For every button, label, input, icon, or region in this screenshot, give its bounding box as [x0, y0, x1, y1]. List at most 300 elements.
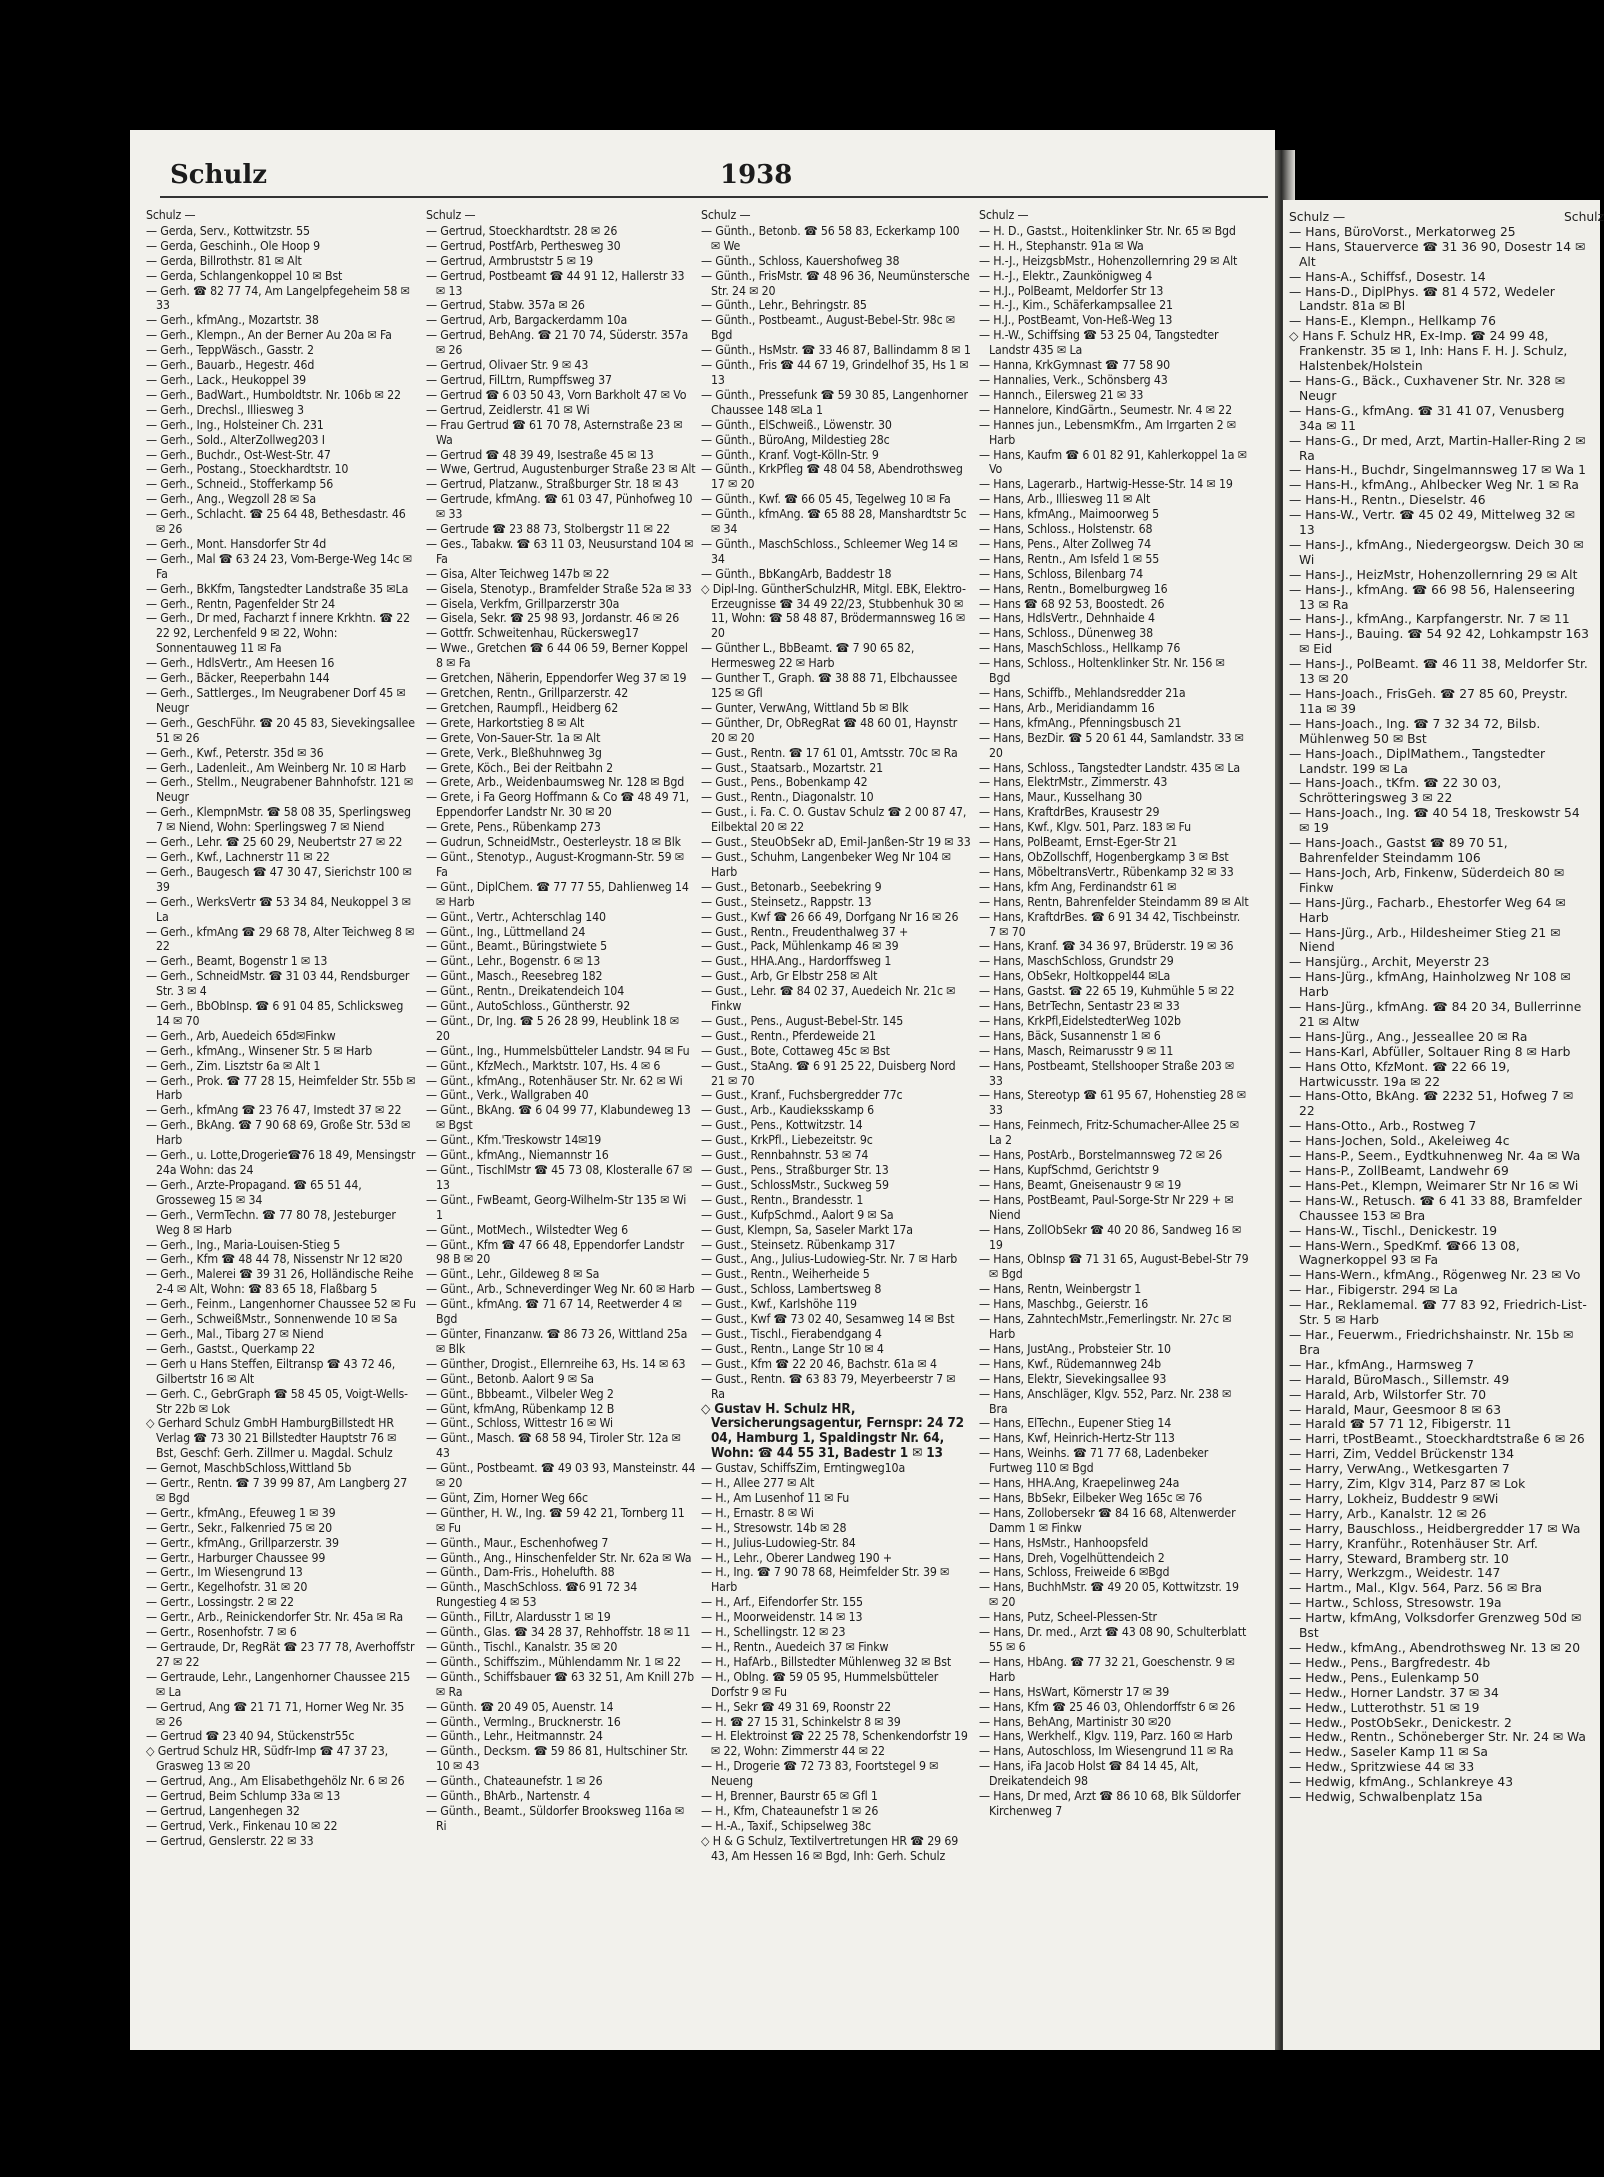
directory-entry: — Gust., Rennbahnstr. 53 ✉ 74	[701, 1148, 869, 1163]
directory-entry: — Hans, ZahntechMstr.,Femerlingstr. Nr. 27c ✉ Harb	[979, 1312, 1232, 1341]
directory-entry: — Hans ☎ 68 92 53, Boostedt. 26	[979, 596, 1165, 611]
directory-entry: — Hans-Wern., kfmAng., Rögenweg Nr. 23 ✉ Vo	[1289, 1268, 1581, 1283]
directory-entry: — H. H., Stephanstr. 91a ✉ Wa	[979, 238, 1144, 253]
directory-entry: — Hans, kfm Ang, Ferdinandstr 61 ✉	[979, 879, 1177, 894]
directory-entry: — Günt., Ing., Lüttmelland 24	[426, 924, 586, 939]
directory-entry: — Hans, ElTechn., Eupener Stieg 14	[979, 1416, 1172, 1431]
directory-entry: — Günth., FilLtr, Alardusstr 1 ✉ 19	[426, 1610, 611, 1625]
directory-entry: — H., Arf., Eifendorfer Str. 155	[701, 1595, 863, 1610]
column-header: Schulz —	[146, 208, 196, 222]
directory-entry: — Günt., BkAng. ☎ 6 04 99 77, Klabundeweg 13 ✉ Bgst	[426, 1103, 691, 1133]
directory-entry: — Hans-W., Retusch. ☎ 6 41 33 88, Bramfelder Chaussee 153 ✉ Bra	[1289, 1193, 1582, 1223]
directory-entry: — Günt., Schloss, Wittestr 16 ✉ Wi	[426, 1416, 613, 1431]
facing-column-header-right: Schulz	[1564, 210, 1604, 224]
directory-entry: — Hans-Otto., Arb., Rostweg 7	[1289, 1119, 1477, 1134]
directory-entry: — Gertrud, Olivaer Str. 9 ✉ 43	[426, 358, 589, 373]
directory-entry: — Gerh., Arb, Auedeich 65d✉Finkw	[146, 1028, 336, 1043]
directory-entry: — Hansjürg., Archit, Meyerstr 23	[1289, 955, 1490, 970]
directory-entry: — Gerh., SchneidMstr. ☎ 31 03 44, Rendsburger Str. 3 ✉ 4	[146, 969, 410, 999]
directory-entry: — Gust., Arb., Kaudieksskamp 6	[701, 1103, 874, 1118]
directory-entry: — Gerh., Kwf., Peterstr. 35d ✉ 36	[146, 745, 324, 760]
directory-entry: — Hans, Rentn., Bomelburgweg 16	[979, 581, 1168, 596]
directory-entry: — Hans, HHA.Ang, Kraepelinweg 24a	[979, 1476, 1180, 1491]
directory-entry: — Günth., KrkPfleg ☎ 48 04 58, Abendrothsweg 17 ✉ 20	[701, 462, 963, 492]
directory-entry: — Harri, Zim, Veddel Brückenstr 134	[1289, 1447, 1515, 1462]
directory-entry: — Günth., Kwf. ☎ 66 05 45, Tegelweg 10 ✉ Fa	[701, 492, 951, 507]
directory-entry: — Hans, Zollobersekr ☎ 84 16 68, Altenwerder Damm 1 ✉ Finkw	[979, 1505, 1236, 1535]
directory-entry: — Hans, iFa Jacob Holst ☎ 84 14 45, Alt, Dreikatendeich 98	[979, 1759, 1199, 1789]
directory-entry: — Gust., StaAng. ☎ 6 91 25 22, Duisberg Nord 21 ✉ 70	[701, 1058, 956, 1088]
directory-entry: — H.-J., Kim., Schäferkampsallee 21	[979, 298, 1173, 313]
directory-entry: — Grete, Arb., Weidenbaumsweg Nr. 128 ✉ Bgd	[426, 775, 685, 790]
directory-entry: — Gust., Betonarb., Seebekring 9	[701, 879, 882, 894]
directory-entry: — Hans, BüroVorst., Merkatorweg 25	[1289, 224, 1516, 239]
directory-entry: — H., Am Lusenhof 11 ✉ Fu	[701, 1490, 850, 1505]
directory-entry: — Hans-J., PolBeamt. ☎ 46 11 38, Meldorfer Str. 13 ✉ 20	[1289, 657, 1588, 687]
directory-entry: — Günt., Dr, Ing. ☎ 5 26 28 99, Heublink 18 ✉ 20	[426, 1013, 679, 1043]
directory-entry: — Hans, Rentn., Am Isfeld 1 ✉ 55	[979, 551, 1160, 566]
directory-entry: — Hans, MaschSchloss., Hellkamp 76	[979, 641, 1181, 656]
directory-entry: — Hans, kfmAng., Pfenningsbusch 21	[979, 715, 1182, 730]
directory-entry: — Gust., Rentn., Brandesstr. 1	[701, 1192, 864, 1207]
directory-entry: — Harry, Zim, Klgv 314, Parz 87 ✉ Lok	[1289, 1477, 1526, 1492]
column-header: Schulz —	[979, 208, 1029, 222]
directory-entry: — Günther, Dr, ObRegRat ☎ 48 60 01, Haynstr 20 ✉ 20	[701, 715, 958, 745]
directory-entry: — Günth., Postbeamt., August-Bebel-Str. 98c ✉ Bgd	[701, 313, 955, 343]
directory-entry: — Günth., BhArb., Nartenstr. 4	[426, 1789, 591, 1804]
directory-entry: — Günt., AutoSchloss., Güntherstr. 92	[426, 999, 631, 1014]
directory-entry: — Hans, HsWart, Körnerstr 17 ✉ 39	[979, 1684, 1170, 1699]
directory-entry: — Gertrud, Zeidlerstr. 41 ✉ Wi	[426, 402, 590, 417]
directory-entry: — Harald, Arb, Wilstorfer Str. 70	[1289, 1387, 1487, 1402]
directory-entry: — Hans, ObZollschff, Hogenbergkamp 3 ✉ Bst	[979, 849, 1229, 864]
directory-entry: — Gerda, Billrothstr. 81 ✉ Alt	[146, 253, 302, 268]
directory-entry: — Günth., BüroAng, Mildestieg 28c	[701, 432, 890, 447]
directory-entry: — Gerh., Lehr. ☎ 25 60 29, Neubertstr 27 ✉ 22	[146, 835, 403, 850]
directory-entry: — Gerh., BadWart., Humboldtstr. Nr. 106b ✉ 22	[146, 387, 401, 402]
directory-entry: — Gertrude, kfmAng. ☎ 61 03 47, Pünhofweg 10 ✉ 33	[426, 492, 693, 522]
directory-entry: — Gerh. ☎ 82 77 74, Am Langelpfegeheim 58 ✉ 33	[146, 283, 410, 313]
directory-entry: — Gerh., kfmAng., Mozartstr. 38	[146, 313, 319, 328]
directory-entry: — Gunther T., Graph. ☎ 38 88 71, Elbchaussee 125 ✉ Gfl	[701, 671, 958, 700]
directory-column-4	[979, 208, 1249, 2038]
directory-entry: — Gertrude ☎ 23 88 73, Stolbergstr 11 ✉ 22	[426, 522, 671, 537]
directory-entry: — Hannelore, KindGärtn., Seumestr. Nr. 4 ✉ 22	[979, 402, 1232, 417]
directory-entry: — Gerh., kfmAng ☎ 29 68 78, Alter Teichweg 8 ✉ 22	[146, 924, 415, 954]
directory-entry: — Hans, Stereotyp ☎ 61 95 67, Hohenstieg 28 ✉ 33	[979, 1088, 1247, 1118]
directory-entry: — Gust., Kwf ☎ 73 02 40, Sesamweg 14 ✉ Bst	[701, 1312, 955, 1327]
directory-entry: — Hans, Werkhelf., Klgv. 119, Parz. 160 ✉ Harb	[979, 1729, 1233, 1744]
directory-entry: — Hans, Dreh, Vogelhüttendeich 2	[979, 1550, 1165, 1565]
directory-entry: — Gerh., Dr med, Facharzt f innere Krkhtn. ☎ 22 22 92, Lerchenfeld 9 ✉ 22, Wohn: Sonnentauweg 11 ✉ Fa	[146, 611, 410, 656]
directory-entry: — Hans, Beamt, Gneisenaustr 9 ✉ 19	[979, 1177, 1182, 1192]
directory-entry: — Har., kfmAng., Harmsweg 7	[1289, 1357, 1474, 1372]
directory-entry: — Günt., Bbbeamt., Vilbeler Weg 2	[426, 1386, 614, 1401]
directory-entry: — H., Schellingstr. 12 ✉ 23	[701, 1625, 846, 1640]
directory-entry: — Gust., Kwf ☎ 26 66 49, Dorfgang Nr 16 ✉ 26	[701, 909, 959, 924]
directory-entry: — Gust., Rentn., Weiherheide 5	[701, 1267, 870, 1282]
directory-entry: — Gisela, Sekr. ☎ 25 98 93, Jordanstr. 46 ✉ 26	[426, 611, 680, 626]
directory-entry: — Grete, Pens., Rübenkamp 273	[426, 820, 601, 835]
directory-entry: — Hans-W., Vertr. ☎ 45 02 49, Mittelweg 32 ✉ 13	[1289, 508, 1575, 538]
directory-entry: — Gertrud, Langenhegen 32	[146, 1803, 300, 1818]
directory-entry: — Hans, PostBeamt, Paul-Sorge-Str Nr 229 + ✉ Niend	[979, 1192, 1234, 1222]
directory-entry: — Wwe, Gertrud, Augustenburger Straße 23 ✉ Alt	[426, 462, 696, 477]
directory-entry: — Harry, VerwAng., Wetkesgarten 7	[1289, 1462, 1510, 1477]
directory-entry: — Gust., Pens., August-Bebel-Str. 145	[701, 1013, 904, 1028]
directory-entry: — Günt., Stenotyp., August-Krogmann-Str. 59 ✉ Fa	[426, 849, 684, 879]
directory-entry: — Gisela, Stenotyp., Bramfelder Straße 52a ✉ 33	[426, 581, 692, 596]
directory-entry: — Hans-J., kfmAng., Niedergeorgsw. Deich 30 ✉ Wi	[1289, 537, 1584, 567]
directory-entry: — Günt., Lehr., Bogenstr. 6 ✉ 13	[426, 954, 601, 969]
directory-entry: — Gernot, MaschbSchloss,Wittland 5b	[146, 1461, 352, 1476]
directory-entry: — Hans-Wern., SpedKmf. ☎66 13 08, Wagnerkoppel 93 ✉ Fa	[1289, 1238, 1520, 1268]
directory-entry: — Gust., Rentn., Pferdeweide 21	[701, 1028, 876, 1043]
header-rule	[160, 196, 1268, 198]
directory-entry: — Gerh., kfmAng ☎ 23 76 47, Imstedt 37 ✉ 22	[146, 1103, 402, 1118]
directory-entry: — Hedw., Spritzwiese 44 ✉ 33	[1289, 1760, 1475, 1775]
directory-entry: — Hans, PolBeamt, Ernst-Eger-Str 21	[979, 835, 1178, 850]
directory-entry: — H.-A., Taxif., Schipselweg 38c	[701, 1818, 872, 1833]
directory-entry: — Gust., Pens., Kottwitzstr. 14	[701, 1118, 863, 1133]
directory-column-2	[426, 208, 696, 2038]
directory-entry: — Hans-Jürg., kfmAng. ☎ 84 20 34, Bullerrinne 21 ✉ Altw	[1289, 1000, 1582, 1029]
directory-entry: — Hans-Karl, Abfüller, Soltauer Ring 8 ✉ Harb	[1289, 1044, 1571, 1059]
directory-entry: — Günth., Kranf. Vogt-Kölln-Str. 9	[701, 447, 879, 462]
directory-entry: — Gerh., Bäcker, Reeperbahn 144	[146, 671, 330, 686]
directory-entry: — Gust., Rentn. ☎ 17 61 01, Amtsstr. 70c ✉ Ra	[701, 745, 958, 760]
directory-entry: — Gerh u Hans Steffen, Eiltransp ☎ 43 72 46, Gilbertstr 16 ✉ Alt	[146, 1356, 396, 1386]
directory-entry: — Gertrud, FilLtrn, Rumpffsweg 37	[426, 372, 612, 387]
directory-entry: — Hans, kfmAng., Maimoorweg 5	[979, 507, 1160, 522]
directory-entry: — Harald, BüroMasch., Sillemstr. 49	[1289, 1372, 1510, 1387]
directory-entry: — H., Kfm, Chateaunefstr 1 ✉ 26	[701, 1803, 879, 1818]
directory-entry: — Gust., Pens., Straßburger Str. 13	[701, 1163, 889, 1177]
directory-entry: — Hans-Otto, BkAng. ☎ 2232 51, Hofweg 7 ✉ 22	[1289, 1089, 1574, 1119]
directory-entry: — Gerh., Gastst., Querkamp 22	[146, 1341, 316, 1356]
directory-entry: — Hedwig, kfmAng., Schlankreye 43	[1289, 1775, 1514, 1790]
directory-entry: — Gertrud, Stoeckhardtstr. 28 ✉ 26	[426, 223, 618, 238]
directory-entry: — Gust., Bote, Cottaweg 45c ✉ Bst	[701, 1043, 890, 1058]
directory-entry: — Gerh., VermTechn. ☎ 77 80 78, Jesteburger Weg 8 ✉ Harb	[146, 1207, 396, 1237]
directory-entry: — H. ☎ 27 15 31, Schinkelstr 8 ✉ 39	[701, 1714, 901, 1729]
facing-entries	[1289, 225, 1589, 1805]
directory-entry: — Hans-W., Tischl., Denickestr. 19	[1289, 1223, 1498, 1238]
directory-entry: — Hedw., PostObSekr., Denickestr. 2	[1289, 1715, 1512, 1730]
directory-entry: — Hans, BezDir. ☎ 5 20 61 44, Samlandstr. 33 ✉ 20	[979, 730, 1244, 760]
directory-entry: — Gerh., GeschFühr. ☎ 20 45 83, Sievekingsallee 51 ✉ 26	[146, 715, 415, 745]
directory-entry: — Gertr., Harburger Chaussee 99	[146, 1550, 326, 1565]
directory-entry: — Gust., Ang., Julius-Ludowieg-Str. Nr. 7 ✉ Harb	[701, 1252, 958, 1267]
directory-entry: — Gertrud, Verk., Finkenau 10 ✉ 22	[146, 1818, 338, 1833]
directory-entry: — Gerh., TeppWäsch., Gasstr. 2	[146, 343, 314, 358]
directory-entry: — Gertr., Sekr., Falkenried 75 ✉ 20	[146, 1520, 333, 1535]
directory-entry: — Harry, Steward, Bramberg str. 10	[1289, 1551, 1509, 1566]
directory-entry: — Günt, kfmAng, Rübenkamp 12 B	[426, 1401, 615, 1416]
directory-entry: — Grete, Verk., Bleßhuhnweg 3g	[426, 745, 602, 760]
directory-entry: — Gertr., kfmAng., Efeuweg 1 ✉ 39	[146, 1505, 336, 1520]
directory-entry: — Harry, Lokheiz, Buddestr 9 ✉Wi	[1289, 1491, 1499, 1506]
directory-entry: — Günth., Ang., Hinschenfelder Str. Nr. 62a ✉ Wa	[426, 1550, 692, 1565]
directory-entry: — Gust., Rentn., Diagonalstr. 10	[701, 790, 874, 805]
facing-column-header: Schulz —	[1289, 210, 1346, 224]
directory-entry: — Hans, Kfm ☎ 25 46 03, Ohlendorffstr 6 ✉ 26	[979, 1699, 1236, 1714]
directory-entry: — Günth., Betonb. ☎ 56 58 83, Eckerkamp 100 ✉ We	[701, 223, 960, 253]
directory-entry: — Gust., i. Fa. C. O. Gustav Schulz ☎ 2 00 87 47, Eilbektal 20 ✉ 22	[701, 805, 967, 835]
directory-entry: — Hans, Kwf., Rüdemannweg 24b	[979, 1356, 1162, 1371]
directory-entry: — Harry, Kranführ., Rotenhäuser Str. Arf.	[1289, 1536, 1538, 1551]
directory-entry: — Günt., Masch. ☎ 68 58 94, Tiroler Str. 12a ✉ 43	[426, 1431, 681, 1461]
directory-entry: — Hannalies, Verk., Schönsberg 43	[979, 372, 1168, 387]
directory-entry: — Günt., kfmAng. ☎ 71 67 14, Reetwerder 4 ✉ Bgd	[426, 1297, 682, 1327]
directory-entry: — Gerh., KlempnMstr. ☎ 58 08 35, Sperlingsweg 7 ✉ Niend, Wohn: Sperlingsweg 7 ✉ Niend	[146, 805, 411, 835]
directory-entry: — Hans, Anschläger, Klgv. 552, Parz. Nr. 238 ✉ Bra	[979, 1386, 1232, 1416]
directory-entry: — Hans-Jürg., Facharb., Ehestorfer Weg 64 ✉ Harb	[1289, 895, 1566, 925]
directory-entry: — Günth., ElSchweiß., Löwenstr. 30	[701, 417, 892, 432]
directory-entry: — Hans-J., kfmAng. ☎ 66 98 56, Halenseering 13 ✉ Ra	[1289, 582, 1575, 612]
directory-entry: — Hans-D., DiplPhys. ☎ 81 4 572, Wedeler Landstr. 81a ✉ Bl	[1289, 284, 1555, 314]
directory-entry: — Hannes jun., LebensmKfm., Am Irrgarten 2 ✉ Harb	[979, 417, 1237, 447]
directory-entry: — Gertraude, Lehr., Langenhorner Chaussee 215 ✉ La	[146, 1669, 411, 1699]
directory-entry: — H., Ing. ☎ 7 90 78 68, Heimfelder Str. 39 ✉ Harb	[701, 1565, 950, 1595]
directory-entry: — Gretchen, Rentn., Grillparzerstr. 42	[426, 686, 629, 700]
directory-entry: — Günther, H. W., Ing. ☎ 59 42 21, Tornberg 11 ✉ Fu	[426, 1505, 685, 1535]
directory-entry: — H. Elektroinst ☎ 22 25 78, Schenkendorfstr 19 ✉ 22, Wohn: Zimmerstr 44 ✉ 22	[701, 1729, 968, 1759]
directory-entry: — Gerh., Ang., Wegzoll 28 ✉ Sa	[146, 492, 316, 507]
directory-entry: — Gertr., Lossingstr. 2 ✉ 22	[146, 1595, 294, 1610]
directory-entry: — Günt., TischlMstr ☎ 45 73 08, Klosteralle 67 ✉ 13	[426, 1163, 693, 1192]
directory-entry: — Hans, Schloss., Tangstedter Landstr. 435 ✉ La	[979, 760, 1240, 775]
directory-entry: — Hedwig, Schwalbenplatz 15a	[1289, 1790, 1483, 1805]
directory-entry: — Günt., Verk., Wallgraben 40	[426, 1088, 589, 1103]
directory-entry: — Hedw., Pens., Eulenkamp 50	[1289, 1670, 1480, 1685]
directory-entry: — Gertrud, PostfArb, Perthesweg 30	[426, 238, 621, 253]
directory-entry: — Hans, ObSekr, Holtkoppel44 ✉La	[979, 969, 1171, 984]
directory-entry: — Günth., MaschSchloss., Schleemer Weg 14 ✉ 34	[701, 536, 958, 566]
directory-entry: — Günth., Tischl., Kanalstr. 35 ✉ 20	[426, 1640, 618, 1654]
directory-entry: — Gust., KrkPfl., Liebezeitstr. 9c	[701, 1133, 873, 1148]
directory-entry: — Gisa, Alter Teichweg 147b ✉ 22	[426, 566, 610, 581]
directory-entry: — Gertr., Rosenhofstr. 7 ✉ 6	[146, 1625, 297, 1640]
directory-entry: — Grete, Köch., Bei der Reitbahn 2	[426, 760, 613, 775]
directory-entry: — Günth., Lehr., Heitmannstr. 24	[426, 1729, 603, 1744]
directory-entry: ◇ Gustav H. Schulz HR, Versicherungsagentur, Fernspr: 24 72 04, Hamburg 1, Spaldingstr Nr. 64, Wohn: ☎ 44 55 31, Badestr 1 ✉ 13	[701, 1400, 964, 1462]
directory-entry: — Hans-H., kfmAng., Ahlbecker Weg Nr. 1 ✉ Ra	[1289, 478, 1579, 493]
directory-entry: — Gust., Lehr. ☎ 84 02 37, Auedeich Nr. 21c ✉ Finkw	[701, 984, 956, 1014]
directory-page-left	[130, 130, 1275, 2050]
directory-entry: — Gust., Rentn., Freudenthalweg 37 +	[701, 924, 909, 939]
directory-entry: — Gertrud, Ang ☎ 21 71 71, Horner Weg Nr. 35 ✉ 26	[146, 1699, 405, 1729]
directory-entry: — Gerh., Baugesch ☎ 47 30 47, Sierichstr 100 ✉ 39	[146, 864, 412, 894]
directory-entry: — H.-J., HeizgsbMstr., Hohenzollernring 29 ✉ Alt	[979, 253, 1238, 268]
directory-entry: — Hans, Elektr, Sievekingsallee 93	[979, 1371, 1167, 1386]
directory-entry: — Günt., Betonb. Aalort 9 ✉ Sa	[426, 1371, 594, 1386]
directory-entry: — Gerh., Sattlerges., Im Neugrabener Dorf 45 ✉ Neugr	[146, 686, 406, 715]
directory-entry: — Günt., Arb., Schneverdinger Weg Nr. 60 ✉ Harb	[426, 1282, 695, 1297]
directory-entry: — Gerh., kfmAng., Winsener Str. 5 ✉ Harb	[146, 1043, 373, 1058]
directory-entry: — Hans, Kwf., Klgv. 501, Parz. 183 ✉ Fu	[979, 820, 1191, 835]
directory-entry: — Hans-Joch, Arb, Finkenw, Süderdeich 80 ✉Finkw	[1289, 865, 1565, 895]
directory-entry: — Harry, Werkzgm., Weidestr. 147	[1289, 1566, 1501, 1581]
directory-entry: — Hans-G., Bäck., Cuxhavener Str. Nr. 328 ✉ Neugr	[1289, 373, 1566, 403]
directory-entry: — H., Sekr ☎ 49 31 69, Roonstr 22	[701, 1699, 892, 1714]
directory-entry: — Hans, Kwf, Heinrich-Hertz-Str 113	[979, 1431, 1175, 1446]
directory-entry: — Hans-Jochen, Sold., Akeleiweg 4c	[1289, 1134, 1510, 1149]
directory-entry: — Hans, Gastst. ☎ 22 65 19, Kuhmühle 5 ✉ 22	[979, 984, 1235, 999]
directory-entry: — Gerh., WerksVertr ☎ 53 34 84, Neukoppel 3 ✉ La	[146, 894, 411, 924]
directory-entry: — Gust., Steinsetz. Rübenkamp 317	[701, 1237, 896, 1252]
directory-entry: — Hans, MaschSchloss, Grundstr 29	[979, 954, 1174, 969]
directory-entry: — Gerh., BbObInsp. ☎ 6 91 04 85, Schlicksweg 14 ✉ 70	[146, 999, 404, 1028]
directory-entry: — Wwe., Gretchen ☎ 6 44 06 59, Berner Koppel 8 ✉ Fa	[426, 641, 688, 671]
directory-entry: — Hans, Schloss., Dünenweg 38	[979, 626, 1153, 641]
directory-entry: — Hans, Feinmech, Fritz-Schumacher-Allee 25 ✉ La 2	[979, 1118, 1240, 1148]
directory-entry: — Hans, Masch, Reimarusstr 9 ✉ 11	[979, 1043, 1174, 1058]
directory-entry: — Gust., Rentn., Lange Str 10 ✉ 4	[701, 1341, 884, 1356]
directory-entry: — Gerh., HdlsVertr., Am Heesen 16	[146, 656, 335, 671]
directory-entry: — Günth., Schiffszim., Mühlendamm Nr. 1 ✉ 22	[426, 1654, 681, 1669]
directory-entry: — Gerh., Schlacht. ☎ 25 64 48, Bethesdastr. 46 ✉ 26	[146, 507, 406, 537]
directory-entry: — Günth., BbKangArb, Baddestr 18	[701, 566, 892, 581]
directory-entry: — Hanna, KrkGymnast ☎ 77 58 90	[979, 358, 1171, 373]
directory-entry: — Günt., kfmAng., Niemannstr 16	[426, 1148, 609, 1163]
column-header: Schulz —	[701, 208, 751, 222]
directory-entry: — Hans-Jürg., Ang., Jesseallee 20 ✉ Ra	[1289, 1029, 1528, 1044]
directory-entry: — Hartm., Mal., Klgv. 564, Parz. 56 ✉ Bra	[1289, 1581, 1543, 1596]
directory-entry: — Günt., Kfm ☎ 47 66 48, Eppendorfer Landstr 98 B ✉ 20	[426, 1237, 685, 1267]
directory-entry: — H.J., PolBeamt, Meldorfer Str 13	[979, 283, 1164, 298]
directory-entry: — Gertrud, Postbeamt ☎ 44 91 12, Hallerstr 33 ✉ 13	[426, 268, 685, 298]
directory-entry: — Gust., SteuObSekr aD, Emil-Janßen-Str 19 ✉ 33	[701, 835, 971, 850]
directory-entry: — Günt., Kfm.'Treskowstr 14✉19	[426, 1133, 602, 1148]
directory-entry: — H., Ernastr. 8 ✉ Wi	[701, 1505, 814, 1520]
directory-entry: — Gust., Kranf., Fuchsbergredder 77c	[701, 1088, 903, 1103]
directory-entry: — Günther L., BbBeamt. ☎ 7 90 65 82, Hermesweg 22 ✉ Harb	[701, 641, 915, 671]
directory-entry: — Hans, Pens., Alter Zollweg 74	[979, 536, 1151, 551]
directory-entry: — Gust., Rentn. ☎ 63 83 79, Meyerbeerstr 7 ✉ Ra	[701, 1371, 956, 1401]
directory-entry: — Gerh., Ing., Holsteiner Ch. 231	[146, 417, 324, 432]
directory-entry: — Günth., Chateaunefstr. 1 ✉ 26	[426, 1774, 603, 1789]
directory-entry: — Har., Reklamemal. ☎ 77 83 92, Friedrich-List-Str. 5 ✉ Harb	[1289, 1298, 1587, 1328]
directory-entry: — H.-W., Schiffsing ☎ 53 25 04, Tangstedter Landstr 435 ✉ La	[979, 328, 1219, 358]
directory-entry: — Günth., Dam-Fris., Hohelufth. 88	[426, 1565, 615, 1580]
directory-entry: — Gerh., Beamt, Bogenstr 1 ✉ 13	[146, 954, 328, 969]
directory-entry: — Gust, Klempn, Sa, Saseler Markt 17a	[701, 1222, 913, 1237]
directory-entry: — Gerh., Ing., Maria-Louisen-Stieg 5	[146, 1237, 341, 1252]
directory-entry: — Hans, KupfSchmd, Gerichtstr 9	[979, 1163, 1159, 1177]
directory-column-3	[701, 208, 971, 2038]
directory-entry: — Grete, Harkortstieg 8 ✉ Alt	[426, 715, 585, 730]
directory-entry: ◇ Hans F. Schulz HR, Ex-Imp. ☎ 24 99 48, Frankenstr. 35 ✉ 1, Inh: Hans F. H. J. Schulz, Halstenbek/Holstein	[1289, 329, 1568, 374]
directory-entry: — Hartw., Schloss, Stresowstr. 19a	[1289, 1596, 1502, 1611]
directory-entry: — Günth., Glas. ☎ 34 28 37, Rehhoffstr. 18 ✉ 11	[426, 1625, 691, 1640]
directory-entry: — H., Julius-Ludowieg-Str. 84	[701, 1535, 856, 1550]
directory-entry: — Hans, Maschbg., Geierstr. 16	[979, 1297, 1149, 1312]
column-header: Schulz —	[426, 208, 476, 222]
directory-entry: — Gudrun, SchneidMstr., Oesterleystr. 18 ✉ Blk	[426, 835, 681, 850]
directory-entry: — Hans, Kaufm ☎ 6 01 82 91, Kahlerkoppel 1a ✉ Vo	[979, 447, 1247, 477]
directory-entry: — Günth., Schloss, Kauershofweg 38	[701, 253, 900, 268]
directory-entry: — Hans-G., kfmAng. ☎ 31 41 07, Venusberg 34a ✉ 11	[1289, 403, 1565, 433]
directory-entry: — Hans-A., Schiffsf., Dosestr. 14	[1289, 269, 1486, 284]
directory-entry: — Gertrud, Stabw. 357a ✉ 26	[426, 298, 585, 313]
directory-entry: — Hans, Lagerarb., Hartwig-Hesse-Str. 14 ✉ 19	[979, 477, 1233, 492]
directory-entry: — Gertrud, Genslerstr. 22 ✉ 33	[146, 1833, 314, 1848]
directory-entry: — Gerh., Sold., AlterZollweg203 I	[146, 432, 325, 447]
directory-entry: — Gerh., Kwf., Lachnerstr 11 ✉ 22	[146, 849, 330, 864]
directory-entry: — Hans, HbAng. ☎ 77 32 21, Goeschenstr. 9 ✉ Harb	[979, 1654, 1235, 1684]
directory-entry: — Hans-P., ZollBeamt, Landwehr 69	[1289, 1164, 1509, 1178]
directory-entry: — Gust., HHA.Ang., Hardorffsweg 1	[701, 954, 892, 969]
directory-entry: ◇ Gerhard Schulz GmbH HamburgBillstedt HR Verlag ☎ 73 30 21 Billstedter Hauptstr 76 ✉ Bst, Geschf: Gerh. Zillmer u. Magdal. Schulz	[146, 1416, 397, 1461]
directory-entry: — Gretchen, Näherin, Eppendorfer Weg 37 ✉ 19	[426, 671, 687, 686]
directory-entry: — Hans, MöbeltransVertr., Rübenkamp 32 ✉ 33	[979, 864, 1234, 879]
directory-entry: — Hans, ZollObSekr ☎ 40 20 86, Sandweg 16 ✉ 19	[979, 1222, 1242, 1252]
directory-entry: — Gerh., Schneid., Stofferkamp 56	[146, 477, 334, 492]
directory-entry: — Gertraude, Dr, RegRät ☎ 23 77 78, Averhoffstr 27 ✉ 22	[146, 1640, 415, 1669]
directory-entry: — Hedw., Rentn., Schöneberger Str. Nr. 24 ✉ Wa	[1289, 1730, 1586, 1745]
directory-entry: — Hans, Weinhs. ☎ 71 77 68, Ladenbeker Furtweg 110 ✉ Bgd	[979, 1446, 1209, 1476]
directory-entry: — Hans-Joach., Ing. ☎ 7 32 34 72, Bilsb. Mühlenweg 50 ✉ Bst	[1289, 716, 1541, 746]
directory-entry: — Hannch., Eilersweg 21 ✉ 33	[979, 387, 1144, 402]
directory-entry: — Günth. ☎ 20 49 05, Auenstr. 14	[426, 1699, 614, 1714]
directory-entry: — Hans-Joach., Gastst ☎ 89 70 51, Bahrenfelder Steindamm 106	[1289, 836, 1508, 865]
directory-entry: — Hans, Schloss, Freiweide 6 ✉Bgd	[979, 1565, 1170, 1580]
directory-entry: — Gerda, Geschinh., Ole Hoop 9	[146, 238, 321, 253]
directory-entry: — Gustav, SchiffsZim, Erntingweg10a	[701, 1461, 906, 1476]
directory-entry: — Hans, KraftdrBes. ☎ 6 91 34 42, Tischbeinstr. 7 ✉ 70	[979, 909, 1241, 939]
directory-entry: — H., Oblng. ☎ 59 05 95, Hummelsbütteler Dorfstr 9 ✉ Fu	[701, 1669, 939, 1699]
directory-entry: — Gust., Kwf., Karlshöhe 119	[701, 1297, 857, 1312]
directory-entry: — Hans, Arb., Meridiandamm 16	[979, 700, 1155, 715]
directory-entry: — Hans, Rentn, Weinbergstr 1	[979, 1282, 1142, 1297]
directory-entry: — Gust., Kfm ☎ 22 20 46, Bachstr. 61a ✉ 4	[701, 1356, 937, 1371]
directory-entry: — Hedw., Saseler Kamp 11 ✉ Sa	[1289, 1745, 1488, 1760]
directory-entry: — Gerh. C., GebrGraph ☎ 58 45 05, Voigt-Wells-Str 22b ✉ Lok	[146, 1386, 408, 1416]
directory-entry: — Grete, i Fa Georg Hoffmann & Co ☎ 48 49 71, Eppendorfer Landstr Nr. 30 ✉ 20	[426, 790, 689, 820]
directory-entry: — H.-J., Elektr., Zaunkönigweg 4	[979, 268, 1153, 283]
running-head-year: 1938	[720, 160, 793, 190]
directory-entry: — Harald, Maur, Geesmoor 8 ✉ 63	[1289, 1402, 1502, 1417]
directory-entry: — Hans, Autoschloss, Im Wiesengrund 11 ✉ Ra	[979, 1744, 1234, 1759]
directory-entry: — Gretchen, Raumpfl., Heidberg 62	[426, 700, 619, 715]
directory-entry: — Gerh., BkAng. ☎ 7 90 68 69, Große Str. 53d ✉ Harb	[146, 1118, 411, 1148]
directory-entry: — Hans, Schloss, Bilenbarg 74	[979, 566, 1143, 581]
directory-entry: — Gust., Pack, Mühlenkamp 46 ✉ 39	[701, 939, 899, 954]
directory-entry: — Hans-Pet., Klempn, Weimarer Str Nr 16 ✉ Wi	[1289, 1178, 1579, 1193]
directory-entry: — Gertr., kfmAng., Grillparzerstr. 39	[146, 1535, 339, 1550]
directory-entry: — Gertrud ☎ 48 39 49, Isestraße 45 ✉ 13	[426, 447, 654, 462]
directory-entry: — Günther, Drogist., Ellernreihe 63, Hs. 14 ✉ 63	[426, 1356, 686, 1371]
directory-entry: — Gerh., u. Lotte,Drogerie☎76 18 49, Mensingstr 24a Wohn: das 24	[146, 1148, 416, 1177]
directory-entry: — Hartw, kfmAng, Volksdorfer Grenzweg 50d ✉ Bst	[1289, 1611, 1582, 1641]
directory-entry: — Günt., kfmAng., Rotenhäuser Str. Nr. 62 ✉ Wi	[426, 1073, 683, 1088]
directory-entry: — Hans, Schloss., Holstenstr. 68	[979, 522, 1153, 537]
directory-entry: — Gust., Steinsetz., Rappstr. 13	[701, 894, 872, 909]
directory-entry: — Gerh., Drechsl., Illiesweg 3	[146, 402, 304, 417]
directory-entry: — Günth., HsMstr. ☎ 33 46 87, Ballindamm 8 ✉ 1	[701, 343, 971, 358]
directory-entry: — Gunter, VerwAng, Wittland 5b ✉ Blk	[701, 700, 909, 715]
directory-entry: — Günt., Ing., Hummelsbütteler Landstr. 94 ✉ Fu	[426, 1043, 690, 1058]
directory-entry: — Hans, Postbeamt, Stellshooper Straße 203 ✉ 33	[979, 1058, 1235, 1088]
directory-entry: — Hans-Jürg., kfmAng, Hainholzweg Nr 108 ✉ Harb	[1289, 970, 1571, 1000]
directory-entry: — Hans, JustAng., Probsteier Str. 10	[979, 1341, 1171, 1356]
directory-entry: — Günth., Decksm. ☎ 59 86 81, Hultschiner Str. 10 ✉ 43	[426, 1744, 688, 1774]
directory-entry: — Gust., Arb, Gr Elbstr 258 ✉ Alt	[701, 969, 878, 984]
directory-page-right	[1283, 200, 1604, 2050]
directory-entry: — Hans, Dr. med., Arzt ☎ 43 08 90, Schulterblatt 55 ✉ 6	[979, 1625, 1247, 1654]
directory-entry: — Hans, Dr med, Arzt ☎ 86 10 68, Blk Süldorfer Kirchenweg 7	[979, 1789, 1241, 1818]
